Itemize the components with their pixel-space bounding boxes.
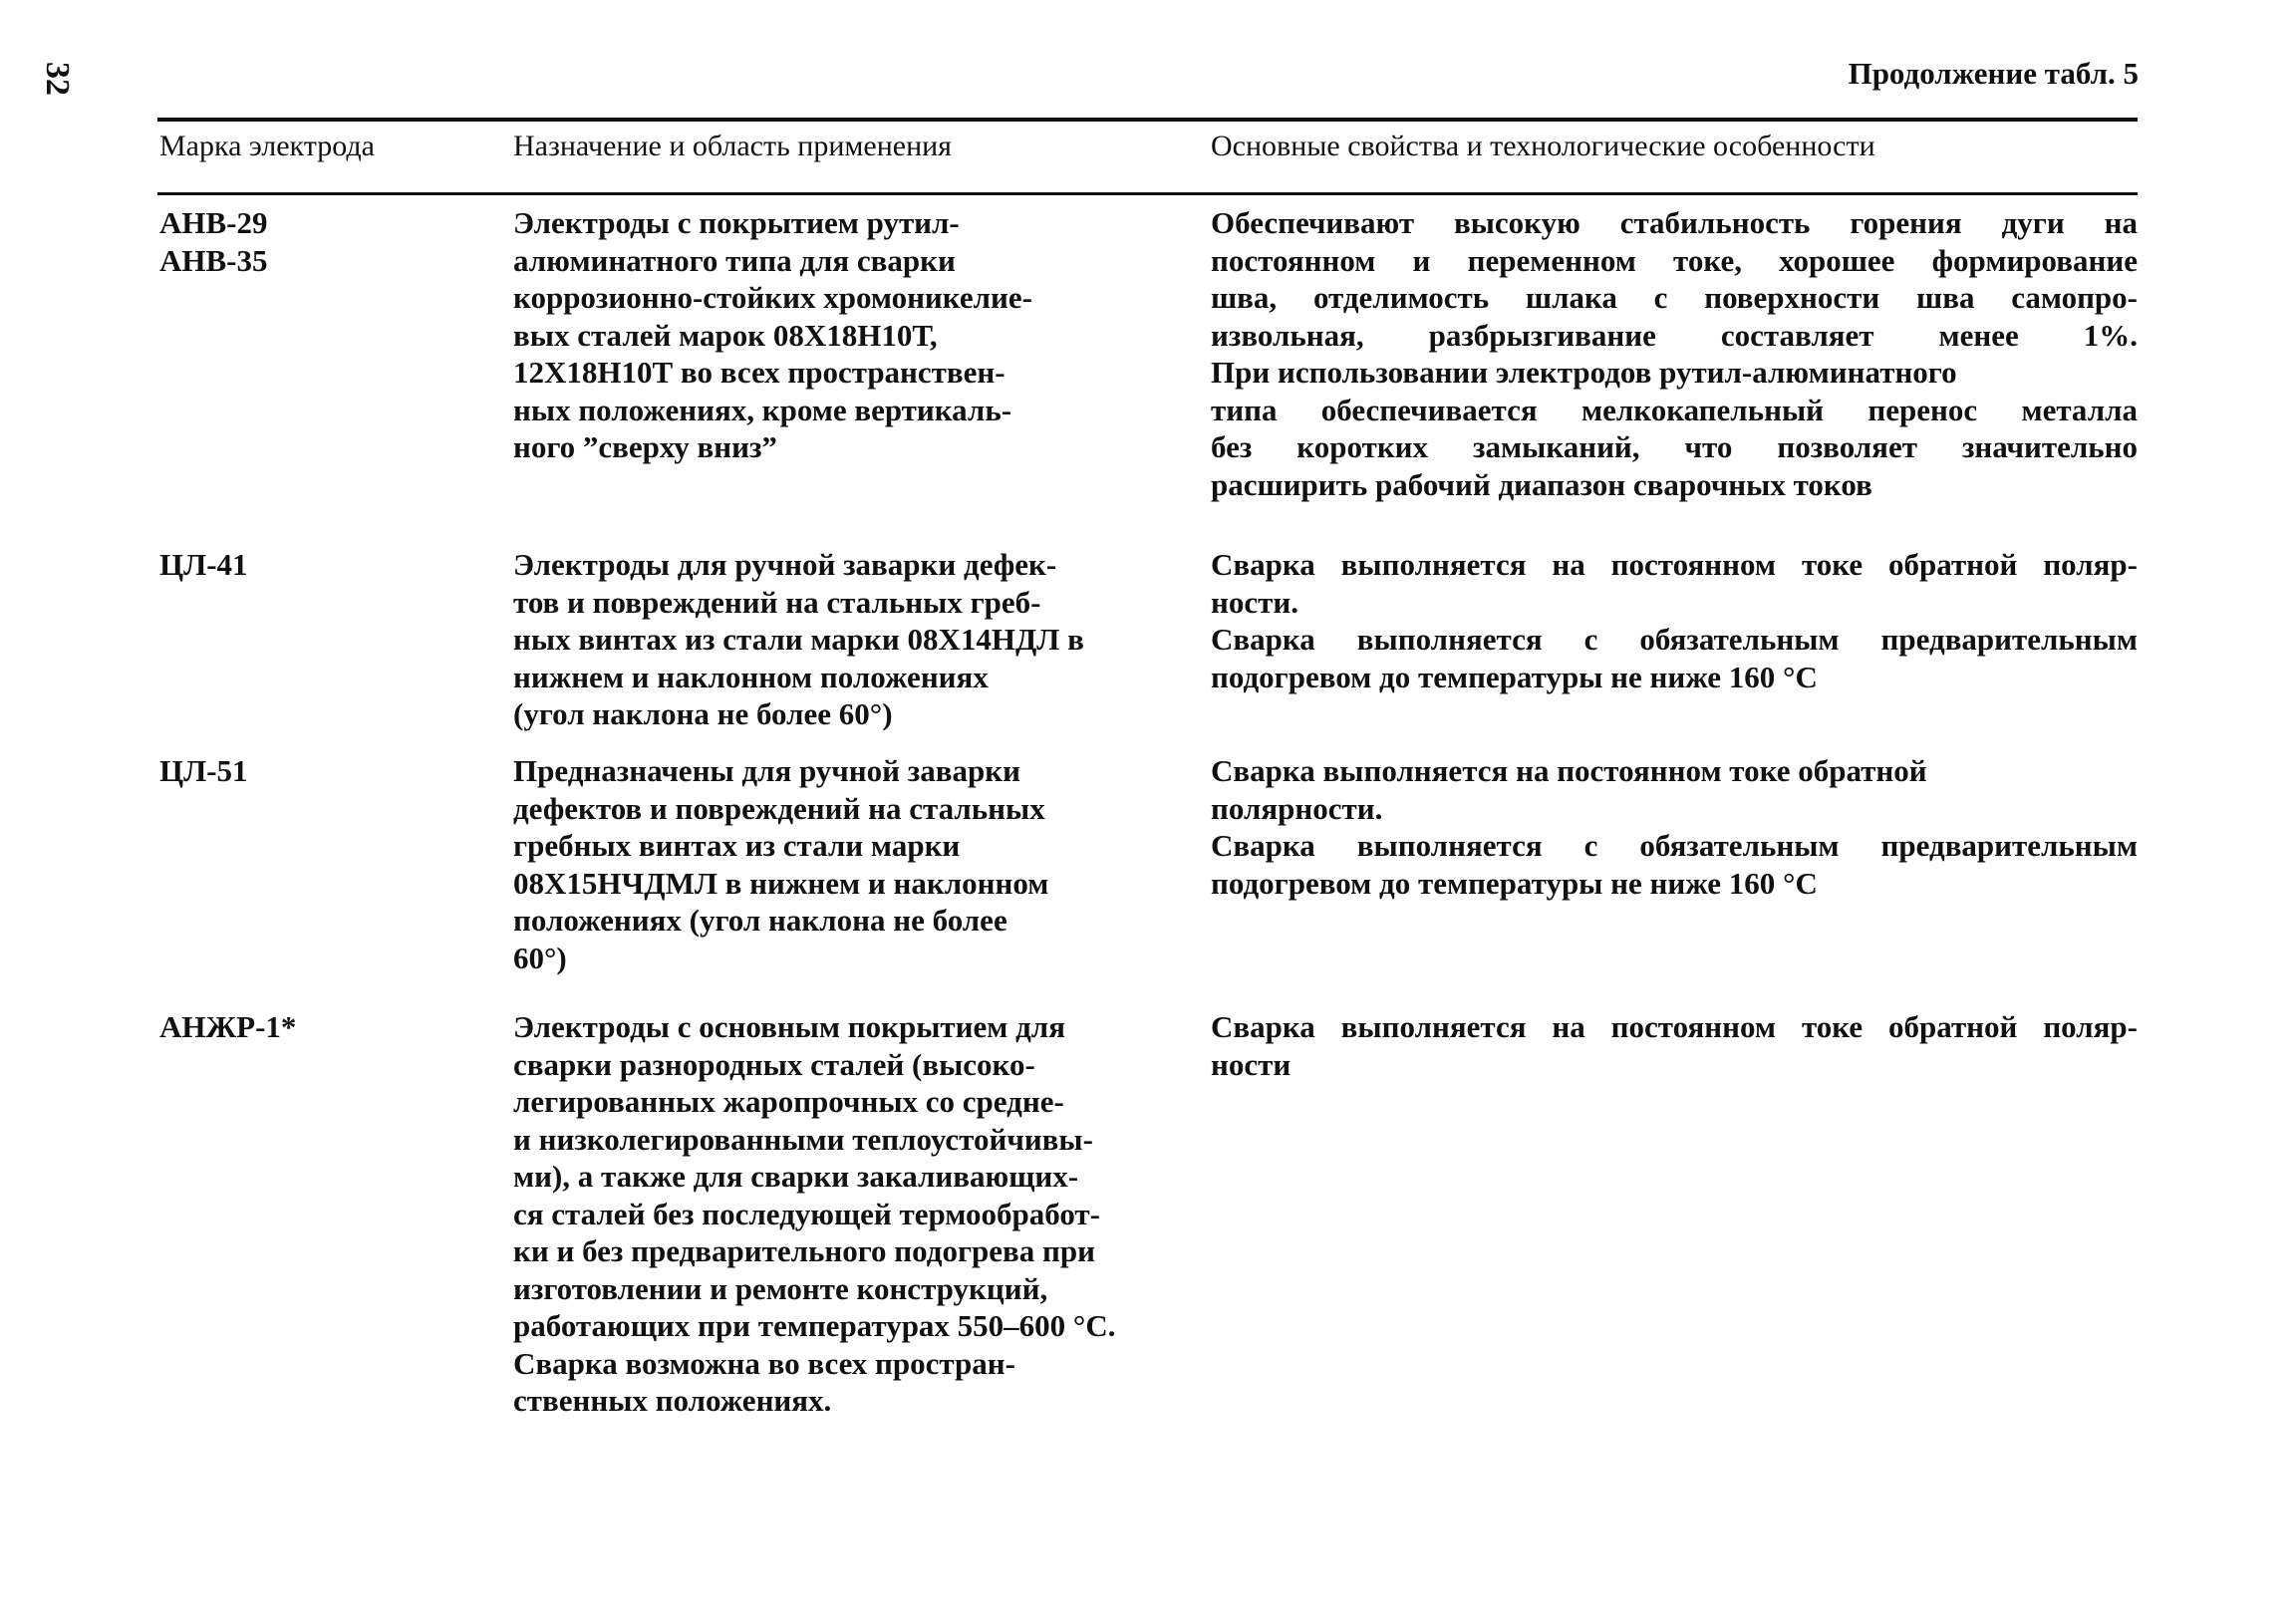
page-number: 32 bbox=[39, 62, 76, 96]
cell-brand-line: АНЖР-1* bbox=[159, 1009, 297, 1044]
cell-purpose-line: Предназначены для ручной заварки bbox=[513, 753, 1020, 788]
cell-purpose-line: ственных положениях. bbox=[513, 1383, 832, 1418]
cell-purpose-line: ного ”сверху вниз” bbox=[513, 429, 777, 464]
cell-purpose-line: Электроды с покрытием рутил- bbox=[513, 205, 960, 240]
table-header-rule bbox=[157, 192, 2138, 195]
cell-purpose-line: алюминатного типа для сварки bbox=[513, 242, 956, 278]
cell-properties-line: Сварка выполняется на постоянном токе обратной bbox=[1211, 753, 1927, 788]
table-continuation-caption: Продолжение табл. 5 bbox=[1848, 56, 2139, 91]
cell-properties-line: Сварка выполняется с обязательным предварительным bbox=[1211, 828, 2138, 863]
cell-purpose-line: коррозионно-стойких хромоникелие- bbox=[513, 280, 1032, 315]
cell-purpose-line: 60°) bbox=[513, 940, 567, 975]
cell-properties-line: При использовании электродов рутил-алюминатного bbox=[1211, 355, 1957, 390]
cell-purpose-line: 08Х15НЧДМЛ в нижнем и наклонном bbox=[513, 865, 1049, 901]
cell-properties-line: подогревом до температуры не ниже 160 °С bbox=[1211, 865, 1818, 901]
cell-properties bbox=[1211, 752, 2138, 902]
column-header-brand: Марка электрода bbox=[159, 130, 375, 162]
cell-purpose-line: дефектов и повреждений на стальных bbox=[513, 790, 1045, 826]
cell-properties-line: постоянном и переменном токе, хорошее формирование bbox=[1211, 242, 2138, 278]
cell-properties-line: ности. bbox=[1211, 584, 1298, 620]
table-top-rule bbox=[157, 118, 2138, 122]
cell-purpose-line: гребных винтах из стали марки bbox=[513, 828, 961, 863]
cell-brand-line: ЦЛ-51 bbox=[159, 753, 248, 788]
cell-brand bbox=[159, 546, 248, 584]
cell-brand bbox=[159, 204, 268, 279]
cell-properties-line: без коротких замыканий, что позволяет значительно bbox=[1211, 429, 2138, 464]
column-header-purpose: Назначение и область применения bbox=[513, 130, 952, 162]
cell-purpose-line: Электроды для ручной заварки дефек- bbox=[513, 547, 1057, 582]
column-header-properties: Основные свойства и технологические особенности bbox=[1211, 130, 1875, 162]
cell-purpose bbox=[513, 1008, 1221, 1420]
cell-brand-line: АНВ-35 bbox=[159, 242, 268, 278]
cell-properties-line: подогревом до температуры не ниже 160 °С bbox=[1211, 659, 1818, 694]
cell-purpose bbox=[513, 546, 1221, 733]
cell-purpose-line: Сварка возможна во всех простран- bbox=[513, 1345, 1015, 1381]
cell-purpose-line: Электроды с основным покрытием для bbox=[513, 1009, 1065, 1044]
cell-properties-line: типа обеспечивается мелкокапельный перенос металла bbox=[1211, 392, 2138, 427]
cell-purpose-line: сварки разнородных сталей (высоко- bbox=[513, 1046, 1035, 1082]
cell-purpose-line: положениях (угол наклона не более bbox=[513, 903, 1007, 938]
cell-properties-line: Сварка выполняется на постоянном токе обратной поляр- bbox=[1211, 1009, 2138, 1044]
cell-properties-line: полярности. bbox=[1211, 790, 1383, 826]
cell-purpose-line: изготовлении и ремонте конструкций, bbox=[513, 1270, 1048, 1306]
cell-purpose-line: ных положениях, кроме вертикаль- bbox=[513, 392, 1012, 427]
cell-purpose-line: тов и повреждений на стальных греб- bbox=[513, 584, 1041, 620]
cell-properties-line: шва, отделимость шлака с поверхности шва самопро- bbox=[1211, 280, 2138, 315]
cell-brand-line: ЦЛ-41 bbox=[159, 547, 248, 582]
cell-purpose-line: нижнем и наклонном положениях bbox=[513, 659, 989, 694]
cell-properties-line: извольная, разбрызгивание составляет менее 1%. bbox=[1211, 317, 2138, 353]
cell-purpose bbox=[513, 752, 1221, 976]
cell-purpose bbox=[513, 204, 1221, 466]
cell-purpose-line: вых сталей марок 08Х18Н10Т, bbox=[513, 317, 938, 353]
cell-properties-line: Сварка выполняется на постоянном токе обратной поляр- bbox=[1211, 547, 2138, 582]
cell-purpose-line: ки и без предварительного подогрева при bbox=[513, 1233, 1095, 1268]
cell-properties-line: Сварка выполняется с обязательным предварительным bbox=[1211, 622, 2138, 657]
cell-properties bbox=[1211, 204, 2138, 503]
cell-purpose-line: легированных жаропрочных со средне- bbox=[513, 1084, 1064, 1119]
cell-properties-line: Обеспечивают высокую стабильность горения дуги на bbox=[1211, 205, 2138, 240]
cell-properties-line: ности bbox=[1211, 1046, 1291, 1082]
cell-purpose-line: работающих при температурах 550–600 °С. bbox=[513, 1308, 1116, 1343]
cell-purpose-line: (угол наклона не более 60°) bbox=[513, 696, 893, 731]
cell-purpose-line: и низколегированными теплоустойчивы- bbox=[513, 1121, 1093, 1157]
cell-properties bbox=[1211, 1008, 2138, 1083]
cell-purpose-line: 12Х18Н10Т во всех пространствен- bbox=[513, 355, 1005, 390]
cell-brand bbox=[159, 1008, 296, 1046]
cell-purpose-line: ных винтах из стали марки 08Х14НДЛ в bbox=[513, 622, 1084, 657]
cell-brand-line: АНВ-29 bbox=[159, 205, 268, 240]
cell-properties-line: расширить рабочий диапазон сварочных токов bbox=[1211, 466, 1872, 502]
cell-purpose-line: ми), а также для сварки закаливающих- bbox=[513, 1159, 1079, 1194]
cell-purpose-line: ся сталей без последующей термообработ- bbox=[513, 1196, 1100, 1231]
cell-brand bbox=[159, 752, 248, 790]
cell-properties bbox=[1211, 546, 2138, 695]
